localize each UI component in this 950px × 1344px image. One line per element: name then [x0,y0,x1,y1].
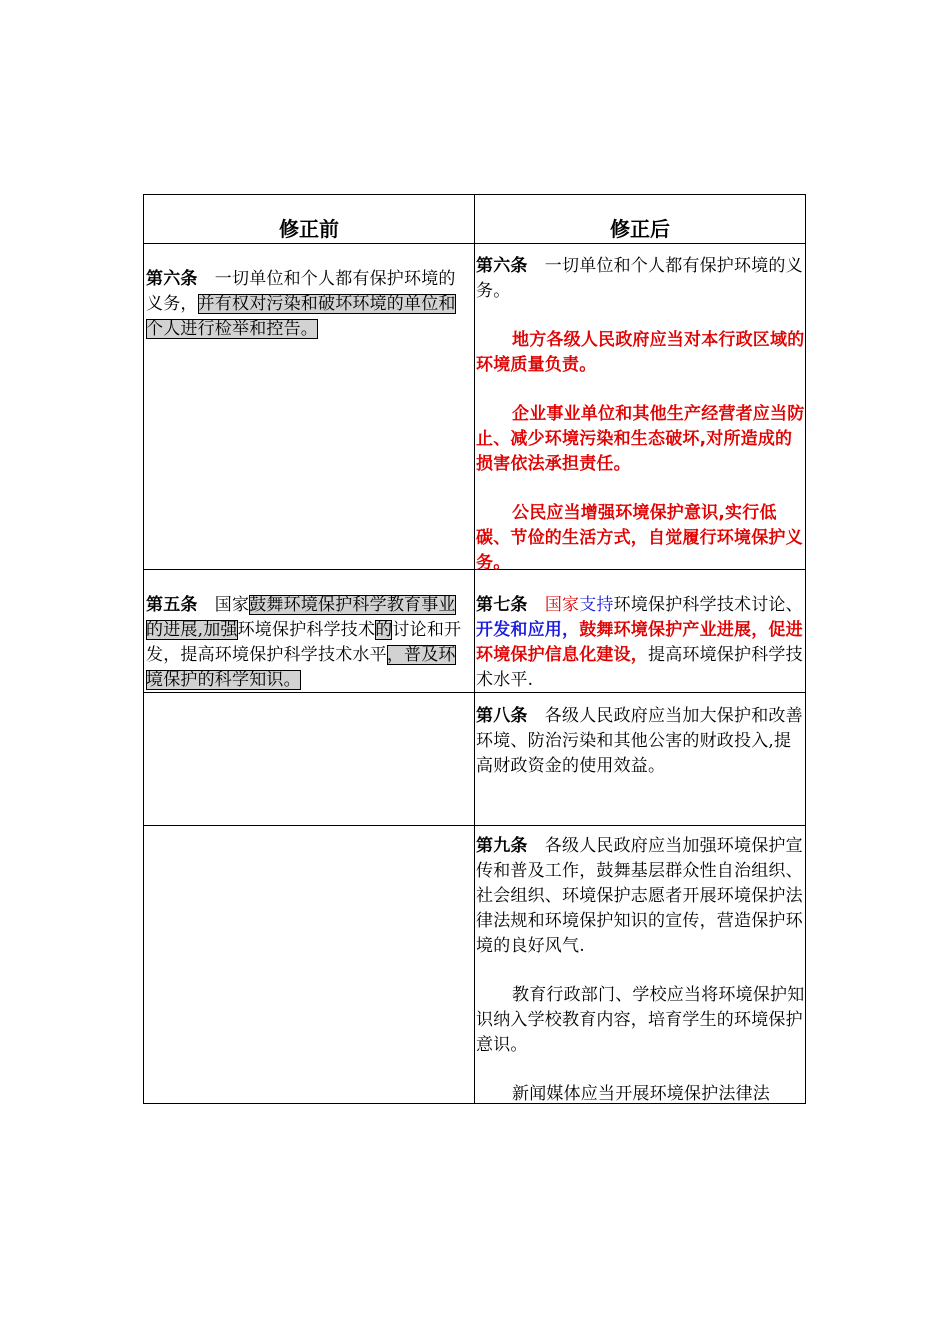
added-paragraph: 地方各级人民政府应当对本行政区域的环境质量负责。 [476,330,805,375]
article-number: 第七条 [476,595,528,615]
article-text: 一切单位和个人都有保护环境的义务， [146,269,456,314]
row2-after-cell [476,593,805,693]
article-text: 各级人民政府应当加强环境保护宣传和普及工作，鼓舞基层群众性自治组织、社会组织、环境保护志愿者开展环境保护法律法规和环境保护知识的宣传，营造保护环境的良好风气. [476,836,803,956]
article-text: 各级人民政府应当加大保护和改善环境、防治污染和其他公害的财政投入,提高财政资金的使用效益。 [476,706,803,776]
row-divider [144,825,805,826]
comparison-table [143,194,806,1104]
article-paragraph: 教育行政部门、学校应当将环境保护知识纳入学校教育内容，培育学生的环境保护意识。 [476,985,805,1055]
row3-after-cell [476,704,805,779]
article-number: 第九条 [476,836,528,856]
added-text: 鼓舞环境保护产业进展，促进环境保护信息化建设， [476,620,803,665]
article-text: 一切单位和个人都有保护环境的义务。 [476,256,803,301]
deleted-text: 并有权对污染和破坏环境的单位和个人进行检举和控告。 [146,294,456,339]
article-number: 第八条 [476,706,528,726]
deleted-text: ，普及环境保护的科学知识。 [146,645,456,690]
added-paragraph: 公民应当增强环境保护意识,实行低碳、节俭的生活方式，自觉履行环境保护义务。 [476,503,803,573]
article-text: 讨论和开发，提高环境保护科学技术水平 [146,620,462,665]
article-paragraph: 新闻媒体应当开展环境保护法律法 [512,1084,770,1104]
modified-text: 支持 [579,595,614,615]
row1-after-cell [476,254,805,576]
column-divider [474,195,475,1103]
article-text: 提高环境保护科学技术水平. [476,645,803,690]
article-text: 国家 [197,595,250,615]
added-text: 国家 [544,595,580,615]
row-divider [144,243,805,244]
added-paragraph: 企业事业单位和其他生产经营者应当防止、减少环境污染和生态破坏,对所造成的损害依法承担责任。 [476,404,805,474]
article-number: 第六条 [146,269,198,289]
article-number: 第五条 [146,595,198,615]
row2-before-cell [146,593,472,693]
row4-after-cell [476,834,805,1107]
deleted-text: 鼓舞环境保护科学教育事业的进展,加强 [146,595,456,640]
article-text: 环境保护科学技术 [237,620,376,640]
article-text: 环境保护科学技术讨论、 [613,595,803,615]
modified-text: 开发和应用， [476,620,580,640]
row1-before-cell [146,267,472,342]
deleted-text: 的 [375,620,393,640]
header-before: 修正前 [279,217,339,241]
header-after: 修正后 [610,217,670,241]
article-number: 第六条 [476,256,528,276]
